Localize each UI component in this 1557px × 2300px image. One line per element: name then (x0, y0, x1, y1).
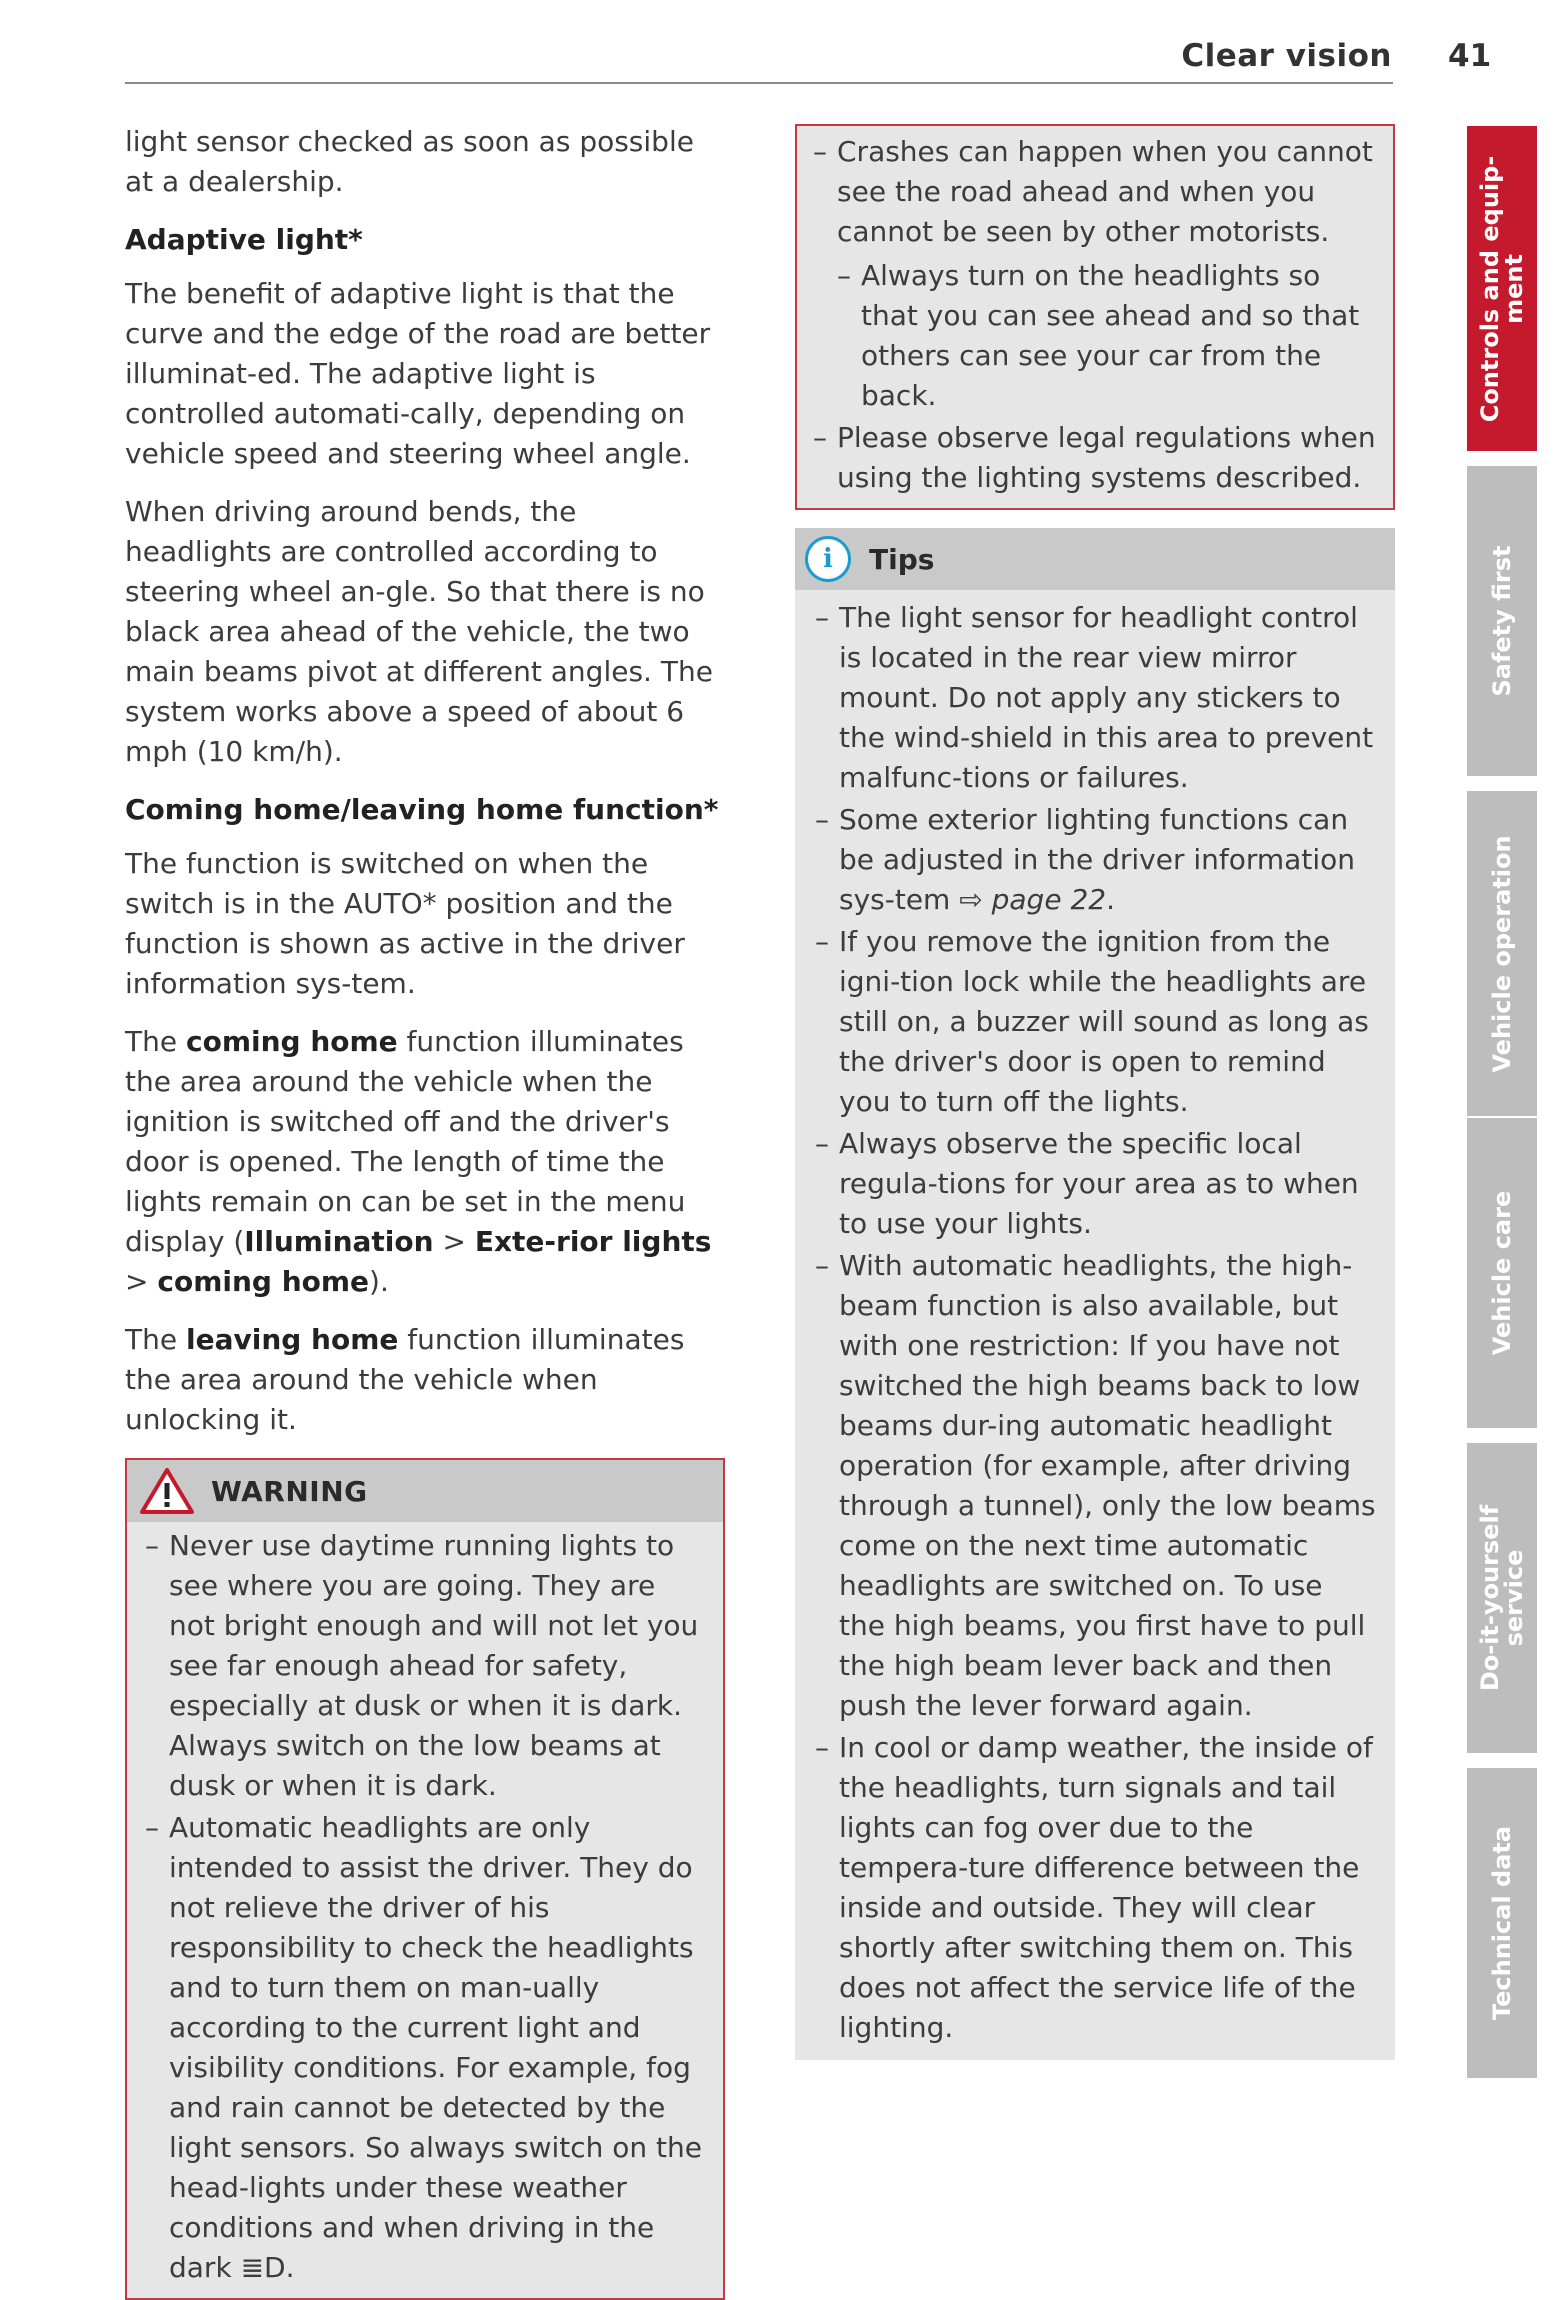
left-column (125, 122, 725, 2300)
warning-continued-box (795, 124, 1395, 510)
info-icon: i (805, 536, 851, 582)
header-rule (125, 82, 1393, 84)
right-column (795, 124, 1395, 2060)
tips-item: – The light sensor for headlight control is located in the rear view mirror mount. Do not apply any stickers to the wind-shield in this area to prevent malfunc-tions or failures. (815, 598, 1377, 798)
warning-header (127, 1460, 723, 1522)
coming-home-paragraph-2: The coming home function illuminates the area around the vehicle when the ignition is switched off and the driver's door is opened. The length of time the lights remain on can be set in the menu display (Illumination > Exte-rior lights > coming home). (125, 1025, 712, 1298)
coming-home-heading: Coming home/leaving home function* (125, 793, 719, 826)
page-number: 41 (1448, 38, 1492, 74)
menu-exterior-lights: Exte-rior lights (474, 1225, 712, 1258)
page-reference-arrow-icon: ⇨ (959, 883, 983, 916)
tab-vehicle-care[interactable]: Vehicle care (1467, 1118, 1537, 1428)
tips-title: Tips (869, 542, 935, 576)
tab-do-it-yourself-service[interactable]: Do-it-yourself service (1467, 1443, 1537, 1753)
warning-item: – Please observe legal regulations when using the lighting systems described. (813, 418, 1377, 498)
tips-item: – Some exterior lighting functions can be adjusted in the driver information sys-tem ⇨ page 22. (815, 800, 1377, 920)
headlight-symbol-icon: ≣D. (240, 2251, 295, 2284)
warning-item: – Never use daytime running lights to see where you are going. They are not bright enough and will not let you see far enough ahead for safety, especially at dusk or when it is dark. Always switch on the low beams at dusk or when it is dark. (145, 1526, 705, 1806)
tips-header (795, 528, 1395, 590)
menu-illumination: Illumination (244, 1225, 434, 1258)
tips-item: – With automatic headlights, the high-beam function is also available, but with one restriction: If you have not switched the high beams back to low beams dur-ing automatic headlight operation (for example, after driving through a tunnel), only the low beams come on the next time automatic headlights are switched on. To use the high beams, you first have to pull the high beam lever back and then push the lever forward again. (815, 1246, 1377, 1726)
coming-home-term: coming home (185, 1025, 398, 1058)
coming-home-paragraph-1: The function is switched on when the switch is in the AUTO* position and the function is shown as active in the driver information sys-tem. (125, 847, 685, 1000)
leaving-home-paragraph: The leaving home function illuminates the area around the vehicle when unlocking it. (125, 1323, 685, 1436)
adaptive-light-heading: Adaptive light* (125, 223, 363, 256)
tab-vehicle-operation[interactable]: Vehicle operation (1467, 791, 1537, 1116)
adaptive-light-paragraph-1: The benefit of adaptive light is that the curve and the edge of the road are better illuminat-ed. The adaptive light is controlled automati-cally, depending on vehicle speed and steering wheel angle. (125, 277, 711, 470)
tab-controls-and-equipment[interactable]: Controls and equip- ment (1467, 126, 1537, 451)
tab-safety-first[interactable]: Safety first (1467, 466, 1537, 776)
warning-box (125, 1458, 725, 2300)
warning-item: – Crashes can happen when you cannot see the road ahead and when you cannot be seen by other motorists. – Always turn on the headlights so that you can see ahead and so that others can see your car from the back. (813, 132, 1377, 416)
tab-technical-data[interactable]: Technical data (1467, 1768, 1537, 2078)
warning-triangle-icon (139, 1467, 195, 1515)
section-title: Clear vision (1181, 38, 1392, 74)
tips-item: – If you remove the ignition from the igni-tion lock while the headlights are still on, a buzzer will sound as long as the driver's door is open to remind you to turn off the lights. (815, 922, 1377, 1122)
warning-subitem: – Always turn on the headlights so that you can see ahead and so that others can see your car from the back. (837, 256, 1377, 416)
warning-title: WARNING (211, 1474, 368, 1508)
menu-coming-home: coming home (157, 1265, 370, 1298)
adaptive-light-paragraph-2: When driving around bends, the headlights are controlled according to steering wheel an-gle. So that there is no black area ahead of the vehicle, the two main beams pivot at different angles. The system works above a speed of about 6 mph (10 km/h). (125, 495, 713, 768)
tips-item: – Always observe the specific local regula-tions for your area as to when to use your lights. (815, 1124, 1377, 1244)
warning-item: – Automatic headlights are only intended to assist the driver. They do not relieve the driver of his responsibility to check the headlights and to turn them on man-ually according to the current light and visibility conditions. For example, fog and rain cannot be detected by the light sensors. So always switch on the head-lights under these weather conditions and when driving in the dark ≣D. (145, 1808, 705, 2288)
intro-paragraph: light sensor checked as soon as possible at a dealership. (125, 125, 694, 198)
tips-box (795, 528, 1395, 2060)
leaving-home-term: leaving home (185, 1323, 399, 1356)
tips-item: – In cool or damp weather, the inside of the headlights, turn signals and tail lights can fog over due to the tempera-ture difference between the inside and outside. They will clear shortly after switching them on. This does not affect the service life of the lighting. (815, 1728, 1377, 2048)
page-reference-link[interactable]: page 22 (991, 883, 1107, 916)
